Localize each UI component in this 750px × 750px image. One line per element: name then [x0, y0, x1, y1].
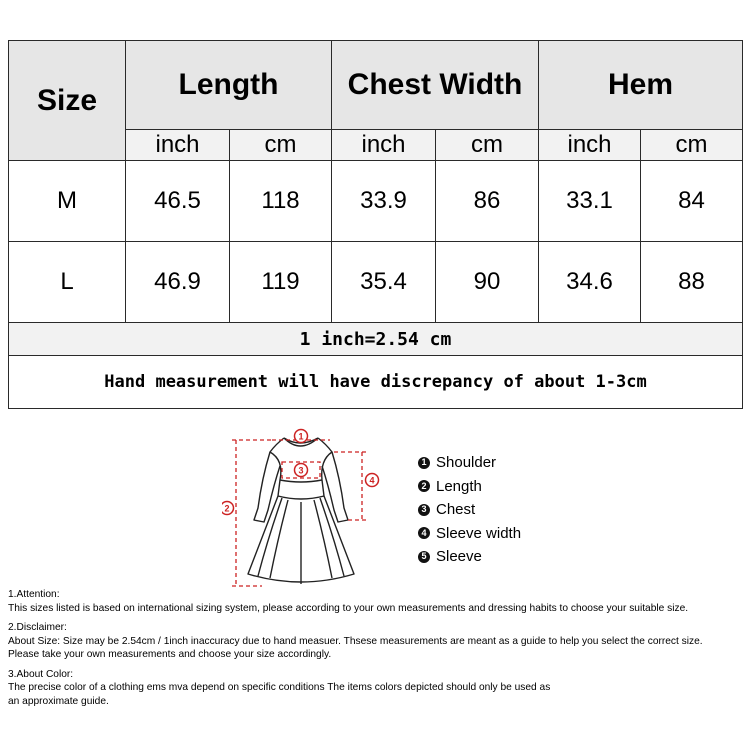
header-length: Length	[126, 41, 332, 130]
diagram-markers	[222, 430, 379, 515]
header-hem: Hem	[539, 41, 743, 130]
legend-item	[418, 545, 521, 569]
color-section	[8, 668, 748, 709]
value-cell: 90	[436, 242, 539, 323]
unit-cell: inch	[539, 130, 641, 161]
value-cell: 119	[230, 242, 332, 323]
legend-label: Shoulder	[436, 454, 497, 472]
number-3-icon: 3	[418, 504, 430, 516]
legend-item	[418, 498, 521, 522]
dress-illustration	[222, 418, 402, 596]
number-4-icon: 4	[418, 527, 430, 539]
legend-label: Length	[436, 477, 482, 495]
legend-label: Sleeve	[436, 548, 482, 566]
disclaimer-line: Please take your own measurements and choose your size accordingly.	[8, 649, 332, 660]
measurement-legend	[418, 451, 521, 569]
value-cell: 118	[230, 161, 332, 242]
unit-cell: inch	[126, 130, 230, 161]
legend-item	[418, 475, 521, 499]
value-cell: 46.9	[126, 242, 230, 323]
value-cell: 84	[641, 161, 743, 242]
disclaimer-section	[8, 621, 748, 662]
attention-text: This sizes listed is based on international sizing system, please according to your own measurements and dressing habits to choose your suitable size.	[8, 602, 689, 614]
legend-label: Chest	[436, 501, 476, 519]
size-cell: L	[9, 242, 126, 323]
value-cell: 46.5	[126, 161, 230, 242]
value-cell: 88	[641, 242, 743, 323]
marker-2: 2	[224, 503, 230, 514]
header-chest-width: Chest Width	[332, 41, 539, 130]
marker-1: 1	[298, 431, 304, 442]
table-row	[9, 242, 743, 323]
value-cell: 35.4	[332, 242, 436, 323]
number-1-icon: 1	[418, 457, 430, 469]
conversion-note: 1 inch=2.54 cm	[9, 323, 743, 356]
legend-label: Sleeve width	[436, 524, 522, 542]
unit-cell: cm	[230, 130, 332, 161]
header-size: Size	[9, 41, 126, 161]
color-title: 3.About Color:	[8, 668, 74, 680]
conversion-row	[9, 323, 743, 356]
attention-title: 1.Attention:	[8, 589, 60, 600]
notes-section	[8, 588, 748, 714]
unit-cell: cm	[641, 130, 743, 161]
color-line: an approximate guide.	[8, 695, 109, 707]
table-row	[9, 161, 743, 242]
disclaimer-title: 2.Disclaimer:	[8, 622, 67, 633]
size-chart-table	[8, 40, 743, 409]
unit-cell: cm	[436, 130, 539, 161]
number-2-icon: 2	[418, 480, 430, 492]
value-cell: 33.9	[332, 161, 436, 242]
discrepancy-note: Hand measurement will have discrepancy of about 1-3cm	[9, 356, 743, 409]
marker-4: 4	[369, 475, 375, 486]
size-cell: M	[9, 161, 126, 242]
disclaimer-line: About Size: Size may be 2.54cm / 1inch inaccuracy due to hand measuer. Thsese measurements are meant as a guide to help you select the correct size.	[8, 635, 703, 647]
color-line: The precise color of a clothing ems mva depend on specific conditions The items colors depicted should only be used as	[8, 682, 551, 693]
value-cell: 34.6	[539, 242, 641, 323]
unit-cell: inch	[332, 130, 436, 161]
discrepancy-row	[9, 356, 743, 409]
marker-3: 3	[298, 465, 304, 476]
number-5-icon: 5	[418, 551, 430, 563]
legend-item	[418, 451, 521, 475]
header-row	[9, 41, 743, 130]
value-cell: 33.1	[539, 161, 641, 242]
attention-section	[8, 588, 748, 615]
dress-diagram	[222, 418, 402, 596]
value-cell: 86	[436, 161, 539, 242]
legend-item	[418, 522, 521, 546]
